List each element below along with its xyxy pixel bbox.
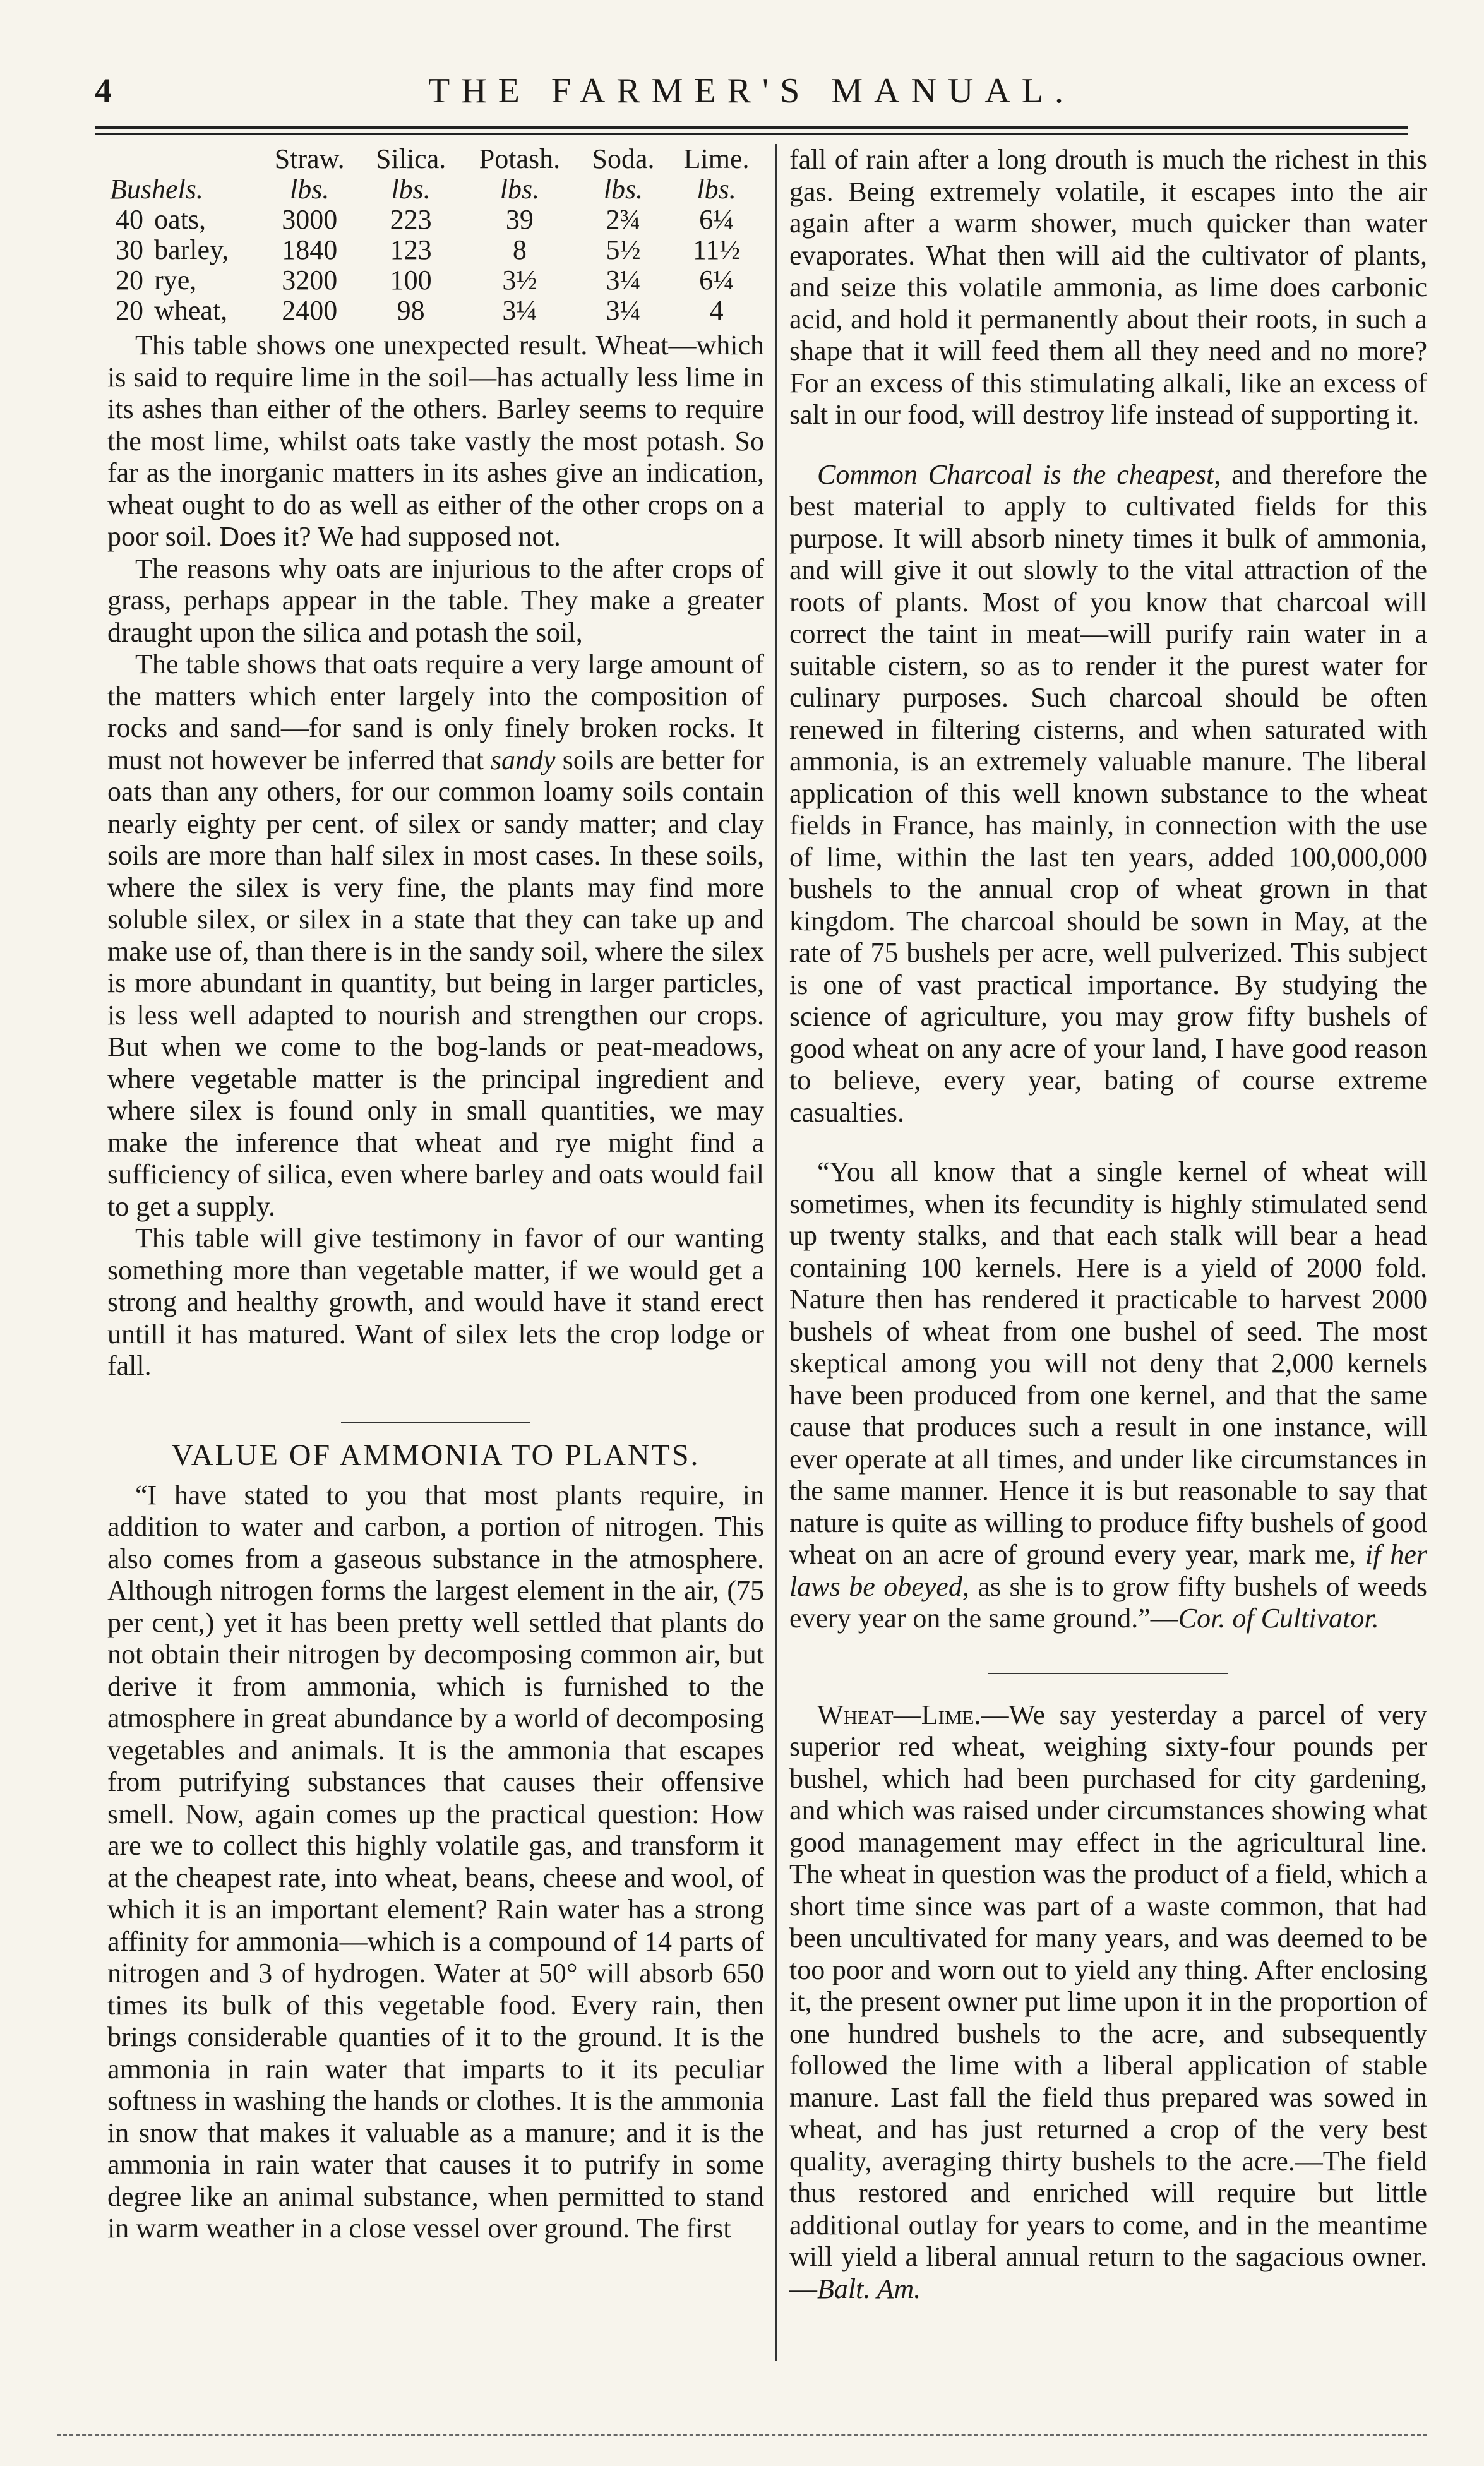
table-cell: oats, <box>154 204 206 235</box>
lead-in: Wheat—Lime. <box>817 1699 981 1730</box>
italic-text: Common Charcoal is the cheapest <box>817 458 1214 490</box>
text-run: , and therefore the best material to apply to cultivated fields for this purpose. It will absorb ninety times it bulk of ammonia, and will give it out slowly to the vital attraction of the roots of plants. Most of you know that charcoal will correct the taint in meat—will purify rain water in a suitable cistern, so as to render it the purest water for culinary purposes. Such charcoal should be often renewed in filtering cisterns, and when saturated with ammonia, is an extremely valuable manure. The liberal application of this well known substance to the wheat fields in France, has mainly, in connection with the use of lime, within the last ten years, added 100,000,000 bushels to the annual crop of wheat grown in that kingdom. The charcoal should be sown in May, at the rate of 75 bushels per acre, well pulverized. This subject is one of vast practical importance. By studying the science of agriculture, you may grow fifty bushels of good wheat on any acre of your land, I have good reason to believe, every year, bating of course extreme casualties. <box>789 458 1428 1128</box>
table-header-cell: Soda. <box>592 143 655 174</box>
paragraph: This table shows one unexpected result. Wheat—which is said to require lime in the soil—has actually less lime in its ashes than either of the others. Barley seems to require the most lime, whilst oats take vastly the most potash. So far as the inorganic matters in its ashes give an indication, wheat ought to do as well as either of the other crops on a poor soil. Does it? We had supposed not. <box>107 330 764 552</box>
source-citation: Balt. Am. <box>817 2273 921 2304</box>
table-cell: 11½ <box>692 234 741 265</box>
text-run: —We say yesterday a parcel of very superior red wheat, weighing sixty-four pounds per bushel, which had been purchased for city gardening, and which was raised under circumstances showing what good management may effect in the agricultural line. The wheat in question was the product of a field, which a short time since was part of a waste common, that had been uncultivated for many years, and was deemed to be too poor and worn out to yield any thing. After enclosing it, the present owner put lime upon it in the proportion of one hundred bushels to the acre, and subsequently followed the lime with a liberal application of stable manure. Last fall the field thus prepared was sowed in wheat, and has just returned a crop of the very best quality, averaging thirty bushels to the acre.—The field thus restored and enriched will require but little additional outlay for years to come, and in the meantime will yield a liberal annual return to the sagacious owner.— <box>789 1699 1427 2304</box>
paragraph-spacer <box>789 1128 1427 1156</box>
table-cell: 98 <box>397 295 425 326</box>
text-run: as she is to grow fifty bushels of weeds every year on the same ground.”— <box>789 1571 1428 1634</box>
table-units-cell: lbs. <box>603 174 643 205</box>
page-number: 4 <box>95 71 112 109</box>
section-heading: VALUE OF AMMONIA TO PLANTS. <box>171 1438 700 1472</box>
table-cell: rye, <box>154 265 197 296</box>
table-cell: 3¼ <box>606 295 641 326</box>
header-rule <box>95 126 1408 135</box>
italic-text: sandy <box>490 744 556 775</box>
text-run: The table shows that oats require a very large amount of the matters which enter largely into the composition of rocks and sand—for sand is only finely broken rocks. It must not however be inferred that <box>107 649 764 775</box>
paragraph: fall of rain after a long drouth is much the richest in this gas. Being extremely volatile, it escapes into the air again after a warm shower, much quicker than water evaporates. What then will aid the cultivator of plants, and seize this volatile ammonia, as lime does carbonic acid, and hold it permanently about their roots, in such a shape that it will feed them all they need and no more? For an excess of this stimulating alkali, like an excess of salt in our food, will destroy life instead of supporting it. <box>789 144 1427 430</box>
table-cell: 3200 <box>282 265 338 296</box>
table-row <box>107 296 764 326</box>
table-row <box>107 265 764 296</box>
right-column <box>789 144 1427 2305</box>
table-cell: 30 <box>116 234 144 265</box>
table-header-row <box>107 144 764 174</box>
table-cell: 5½ <box>606 234 641 265</box>
table-units-row <box>107 174 764 205</box>
page-header <box>95 71 1408 128</box>
table-cell: 6¼ <box>699 265 734 296</box>
table-units-cell: lbs. <box>697 174 736 205</box>
table-cell: 2400 <box>282 295 338 326</box>
table-cell: 1840 <box>282 234 338 265</box>
table-header-cell: Silica. <box>376 143 446 174</box>
paragraph <box>789 1699 1427 2306</box>
source-citation: Cor. of Cultivator. <box>1178 1603 1379 1634</box>
italic-text: if her laws be obeyed, <box>789 1539 1428 1602</box>
table-cell: 2¾ <box>606 204 641 235</box>
table-cell: 4 <box>709 295 724 326</box>
section-rule <box>341 1422 530 1423</box>
table-units-cell: lbs. <box>391 174 431 205</box>
table-cell: 6¼ <box>699 204 734 235</box>
crop-ash-table <box>107 144 764 326</box>
table-header-cell: Lime. <box>683 143 750 174</box>
paragraph <box>789 1156 1427 1635</box>
running-title: THE FARMER'S MANUAL. <box>428 71 1075 111</box>
table-cell: 3000 <box>282 204 338 235</box>
paragraph: This table will give testimony in favor of our wanting something more than vegetable matter, if we would get a strong and healthy growth, and would have it stand erect untill it has matured. Want of silex lets the crop lodge or fall. <box>107 1223 764 1381</box>
table-row <box>107 235 764 265</box>
paragraph <box>789 459 1427 1129</box>
table-cell: 20 <box>116 295 144 326</box>
section-spacer <box>789 1635 1427 1673</box>
table-row <box>107 205 764 235</box>
table-cell: 3¼ <box>502 295 537 326</box>
table-cell: barley, <box>154 234 229 265</box>
table-cell: 223 <box>390 204 432 235</box>
footer-rule <box>57 2434 1427 2436</box>
table-units-cell: Bushels. <box>110 174 203 205</box>
left-column <box>107 144 764 2245</box>
section-spacer <box>107 1382 764 1422</box>
paragraph-spacer <box>789 431 1427 459</box>
paragraph: The reasons why oats are injurious to the after crops of grass, perhaps appear in the table. They make a greater draught upon the silica and potash the soil, <box>107 553 764 648</box>
table-cell: 8 <box>512 234 527 265</box>
column-divider <box>775 144 777 2361</box>
table-header-cell: Potash. <box>479 143 561 174</box>
table-cell: 123 <box>390 234 432 265</box>
section-spacer <box>789 1674 1427 1699</box>
table-cell: 20 <box>116 265 144 296</box>
table-units-cell: lbs. <box>290 174 330 205</box>
paragraph <box>107 649 764 1223</box>
table-cell: wheat, <box>154 295 228 326</box>
table-header-cell: Straw. <box>274 143 345 174</box>
paragraph: “I have stated to you that most plants require, in addition to water and carbon, a portion of nitrogen. This also comes from a gaseous substance in the atmosphere. Although nitrogen forms the largest element in the air, (75 per cent,) yet it has been pretty well settled that plants do not obtain their nitrogen by decomposing common air, but derive it from ammonia, which is furnished to the atmosphere in great abundance by a world of decomposing vegetables and animals. It is the ammonia that escapes from putrifying substances that causes their offensive smell. Now, again comes up the practical question: How are we to collect this highly volatile gas, and transform it at the cheapest rate, into wheat, beans, cheese and wool, of which it is an important element? Rain water has a strong affinity for ammonia—which is a compound of 14 parts of nitrogen and 3 of hydrogen. Water at 50° will absorb 650 times its bulk of this vegetable food. Every rain, then brings considerable quanties of it to the ground. It is the ammonia in rain water that imparts to it its peculiar softness in washing the hands or clothes. It is the ammonia in snow that makes it valuable as a manure; and it is the ammonia in rain water that causes it to putrify in some degree like an animal substance, when permitted to stand in warm weather in a close vessel over ground. The first <box>107 1479 764 2244</box>
table-cell: 100 <box>390 265 432 296</box>
table-cell: 39 <box>505 204 534 235</box>
table-cell: 3¼ <box>606 265 641 296</box>
text-run: soils are better for oats than any others, for our common loamy soils contain nearly eighty per cent. of silex or sandy matter; and clay soils are more than half silex in most cases. In these soils, where the silex is very fine, the plants may find more soluble silex, or silex in a state that they can take up and make use of, than there is in the sandy soil, where the silex is more abundant in quantity, but being in larger particles, is less well adapted to nourish and strengthen our crops. But when we come to the bog-lands or peat-meadows, where vegetable matter is the principal ingredient and where silex is found only in small quantities, we may make the inference that wheat and rye might find a sufficiency of silica, even where barley and oats would fail to get a supply. <box>107 744 765 1222</box>
table-cell: 3½ <box>502 265 537 296</box>
table-cell: 40 <box>116 204 144 235</box>
table-units-cell: lbs. <box>500 174 540 205</box>
text-run: “You all know that a single kernel of wheat will sometimes, when its fecundity is highly stimulated send up twenty stalks, and that each stalk will bear a head containing 100 kernels. Here is a yield of 2000 fold. Nature then has rendered it practicable to harvest 2000 bushels of wheat from one bushel of seed. The most skeptical among you will not deny that 2,000 kernels have been produced from one kernel, and that the same cause that produces such a result in one instance, will ever operate at all times, and under like circumstances in the same manner. Hence it is but reasonable to say that nature is quite as willing to produce fifty bushels of good wheat on an acre of ground every year, mark me, <box>789 1156 1427 1570</box>
table-header-cell <box>107 144 259 174</box>
